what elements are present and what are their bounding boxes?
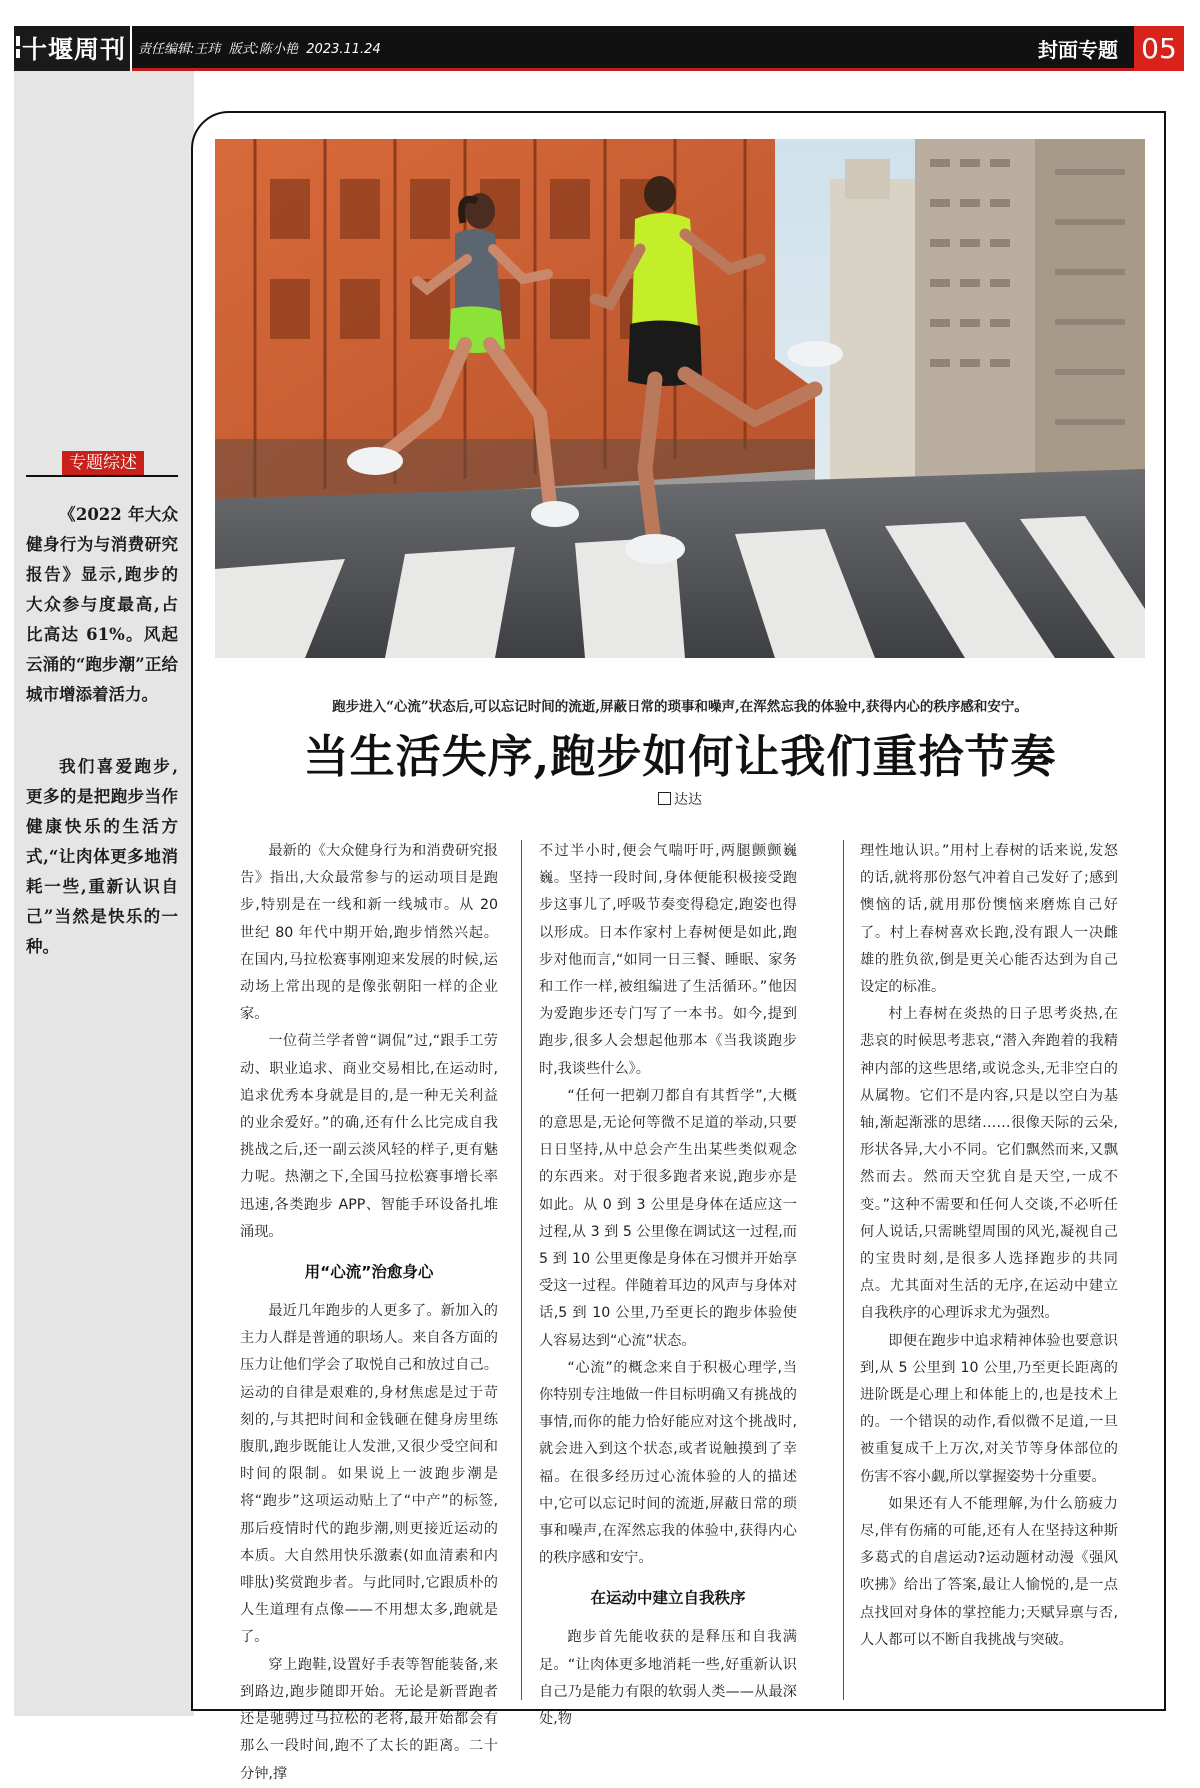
article-column-3 — [860, 838, 1118, 1654]
summary-tag: 专题综述 — [62, 451, 144, 475]
body-paragraph: 不过半小时,便会气喘吁吁,两腿颤颤巍巍。坚持一段时间,身体便能积极接受跑步这事儿了,呼吸节奏变得稳定,跑姿也得以形成。日本作家村上春树便是如此,跑步对他而言,“如同一日三餐、睡眠、家务和工作一样,被组编进了生活循环。”他因为爱跑步还专门写了一本书。如今,提到跑步,很多人会想起他那本《当我谈跑步时,我谈些什么》。 — [539, 843, 797, 1077]
runners-illustration — [215, 139, 1145, 658]
editor-credits: 责任编辑:王玮 版式:陈小艳 2023.11.24 — [138, 42, 381, 57]
body-paragraph: 最近几年跑步的人更多了。新加入的主力人群是普通的职场人。来自各方面的压力让他们学会了取悦自己和放过自己。运动的自律是艰难的,身材焦虑是过于苛刻的,与其把时间和金钱砸在健身房里练腹肌,跑步既能让人发泄,又很少受空间和时间的限制。如果说上一波跑步潮是将“跑步”这项运动贴上了“中产”的标签,那后疫情时代的跑步潮,则更接近运动的本质。大自然用快乐激素(如血清素和内啡肽)奖赏跑步者。与此同时,它跟质朴的人生道理有点像——不用想太多,跑就是了。 — [240, 1303, 498, 1646]
body-paragraph: 村上春树在炎热的日子思考炎热,在悲哀的时候思考悲哀,“潜入奔跑着的我精神内部的这些思绪,或说念头,无非空白的从属物。它们不是内容,只是以空白为基轴,渐起渐涨的思绪……很像天际的云朵,形状各异,大小不同。它们飘然而来,又飘然而去。然而天空犹自是天空,一成不变。”这种不需要和任何人交谈,不必听任何人说话,只需眺望周围的风光,凝视自己的宝贵时刻,是很多人选择跑步的共同点。尤其面对生活的无序,在运动中建立自我秩序的心理诉求尤为强烈。 — [860, 1006, 1118, 1322]
byline-box-icon — [658, 792, 671, 805]
body-paragraph: “任何一把剃刀都自有其哲学”,大概的意思是,无论何等微不足道的举动,只要日日坚持,从中总会产生出某些类似观念的东西来。对于很多跑者来说,跑步亦是如此。从 0 到 3 公里是身体在适应这一过程,从 3 到 5 公里像在调试这一过程,而 5 到 10 公里更像是身体在习惯并开始享受这一过程。伴随着耳边的风声与身体对话,5 到 10 公里,乃至更长的跑步体验使人容易达到“心流”状态。 — [539, 1087, 797, 1349]
column-divider — [521, 840, 522, 1700]
body-paragraph: 即便在跑步中追求精神体验也要意识到,从 5 公里到 10 公里,乃至更长距离的进阶既是心理上和体能上的,也是技术上的。一个错误的动作,看似微不足道,一旦被重复成千上万次,对关节等身体部位的伤害不容小觑,所以掌握姿势十分重要。 — [860, 1332, 1118, 1485]
body-paragraph: 理性地认识。”用村上春树的话来说,发怒的话,就将那份怒气冲着自己发好了;感到懊恼的话,就用那份懊恼来磨炼自己好了。村上春树喜欢长跑,没有跟人一决雌雄的胜负欲,倒是更关心能否达到为自己设定的标准。 — [860, 843, 1118, 996]
article-title: 当生活失序,跑步如何让我们重拾节奏 — [303, 730, 1057, 783]
section-label: 封面专题 — [1038, 38, 1118, 62]
body-paragraph: 如果还有人不能理解,为什么筋疲力尽,伴有伤痛的可能,还有人在坚持这种斯多葛式的自虐运动?运动题材动漫《强风吹拂》给出了答案,最让人愉悦的,是一点点找回对身体的掌控能力;天赋异禀与否,人人都可以不断自我挑战与突破。 — [860, 1495, 1118, 1648]
body-paragraph: 一位荷兰学者曾“调侃”过,“跟手工劳动、职业追求、商业交易相比,在运动时,追求优秀本身就是目的,是一种无关利益的业余爱好。”的确,还有什么比完成自我挑战之后,还一副云淡风轻的样子,更有魅力呢。热潮之下,全国马拉松赛事增长率迅速,各类跑步 APP、智能手环设备扎堆涌现。 — [240, 1033, 498, 1240]
author-name: 达达 — [674, 792, 702, 808]
byline — [215, 789, 1145, 809]
section-heading: 在运动中建立自我秩序 — [590, 1589, 746, 1608]
masthead-title: 十堰周刊 — [22, 35, 127, 64]
column-divider — [843, 840, 844, 1700]
article-subtitle: 跑步进入“心流”状态后,可以忘记时间的流逝,屏蔽日常的琐事和噪声,在浑然忘我的体验中,获得内心的秩序感和安宁。 — [332, 699, 1028, 715]
body-paragraph: 穿上跑鞋,设置好手表等智能装备,来到路边,跑步随即开始。无论是新晋跑者还是驰骋过马拉松的老将,最开始都会有那么一段时间,跑不了太长的距离。二十分钟,撑 — [240, 1656, 498, 1782]
summary-rule — [26, 475, 178, 477]
section-heading: 用“心流”治愈身心 — [304, 1263, 434, 1282]
cover-photo-runners — [215, 139, 1145, 658]
summary-paragraph: 我们喜爱跑步,更多的是把跑步当作健康快乐的生活方式,“让肉体更多地消耗一些,重新认识自己”当然是快乐的一种。 — [26, 757, 178, 956]
article-column-1 — [240, 838, 498, 1788]
summary-paragraph: 《2022 年大众健身行为与消费研究报告》显示,跑步的大众参与度最高,占比高达 61%。风起云涌的“跑步潮”正给城市增添着活力。 — [26, 505, 178, 704]
body-paragraph: “心流”的概念来自于积极心理学,当你特别专注地做一件目标明确又有挑战的事情,而你的能力恰好能应对这个挑战时,就会进入到这个状态,或者说触摸到了幸福。在很多经历过心流体验的人的描述中,它可以忘记时间的流逝,屏蔽日常的琐事和噪声,在浑然忘我的体验中,获得内心的秩序感和安宁。 — [539, 1359, 797, 1567]
body-paragraph: 跑步首先能收获的是释压和自我满足。“让肉体更多地消耗一些,好重新认识自己乃是能力有限的软弱人类——从最深处,物 — [539, 1629, 797, 1728]
masthead-mark-icon — [16, 36, 20, 58]
body-paragraph: 最新的《大众健身行为和消费研究报告》指出,大众最常参与的运动项目是跑步,特别是在一线和新一线城市。从 20 世纪 80 年代中期开始,跑步悄然兴起。在国内,马拉松赛事刚迎来发展的时候,运动场上常出现的是像张朝阳一样的企业家。 — [240, 843, 498, 1023]
article-column-2 — [539, 838, 797, 1733]
page-number: 05 — [1134, 26, 1184, 71]
